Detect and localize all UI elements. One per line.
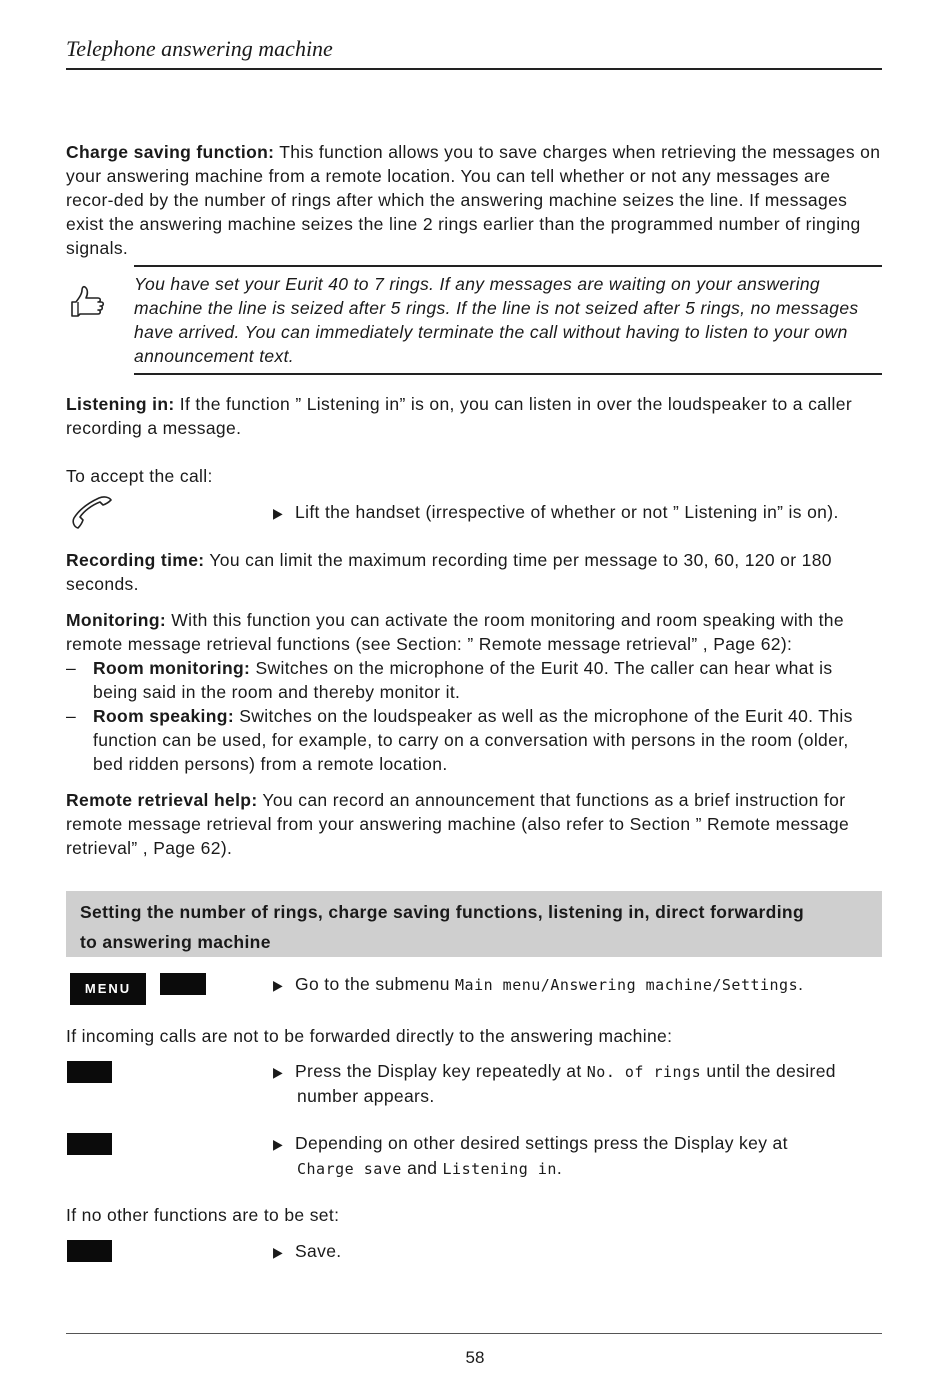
remote-help-text: You can record an announcement that functions as a brief instruction for remote message retrieval from your answering machine (also refer to Section ” Remote message retrieval” , Page 62).: [66, 790, 850, 858]
accept-call-step: [273, 500, 873, 525]
arrow-icon: ▶: [273, 1136, 284, 1152]
room-monitoring-label: Room monitoring:: [93, 658, 251, 678]
if-not-forwarded-text: If incoming calls are not to be forwarded directly to the answering machine:: [66, 1026, 673, 1046]
step-other: [273, 1131, 882, 1181]
page-header-title: Telephone answering machine: [66, 36, 333, 61]
remote-help-label: Remote retrieval help:: [66, 790, 258, 810]
step-save: [273, 1239, 882, 1264]
display-text-listening-in: Listening in: [442, 1160, 557, 1178]
listening-in-label: Listening in:: [66, 394, 175, 414]
remote-help-paragraph: [66, 788, 882, 860]
section-heading-box: [66, 891, 882, 957]
footer-rule: [66, 1333, 882, 1334]
tip-text: You have set your Eurit 40 to 7 rings. If any messages are waiting on your answering machine the line is seized after 5 rings. If the line is not seized after 5 rings, no messages have arrived. You can immediately terminate the call without having to listen to your own announcement text.: [134, 274, 859, 366]
section-heading-line2: to answering machine: [80, 932, 271, 952]
step-rings-line2: number appears.: [297, 1086, 435, 1106]
hand-pointing-icon: [68, 282, 108, 322]
list-dash: –: [66, 706, 77, 726]
section-heading-line1: Setting the number of rings, charge saving functions, listening in, direct forwarding: [80, 902, 804, 922]
step-rings: [273, 1059, 882, 1108]
step-rings-pre: Press the Display key repeatedly at: [295, 1061, 582, 1081]
display-text-charge-save: Charge save: [297, 1160, 402, 1178]
tip-bottom-rule: [134, 373, 882, 375]
display-key[interactable]: [67, 1133, 112, 1155]
display-key[interactable]: [160, 973, 206, 995]
handset-icon: [70, 496, 116, 532]
display-key[interactable]: [67, 1061, 112, 1083]
tip-top-rule: [134, 265, 882, 267]
step-menu-post: .: [798, 974, 804, 994]
step-rings-post: until the desired: [706, 1061, 836, 1081]
if-no-other-text: If no other functions are to be set:: [66, 1205, 340, 1225]
recording-time-text: You can limit the maximum recording time per message to 30, 60, 120 or 180 seconds.: [66, 550, 832, 594]
step-menu: [273, 972, 882, 997]
header-rule: [66, 68, 882, 70]
charge-saving-text: This function allows you to save charges when retrieving the messages on your answering machine from a remote location. You can tell whether or not any messages are recor-ded by the number of rings after which the answering machine seizes the line. If messages exist the answering machine seizes the line 2 rings earlier than the programmed number of ringing signals.: [66, 142, 881, 258]
charge-saving-paragraph: [66, 140, 882, 260]
list-item-room-monitoring: [66, 656, 882, 704]
display-text-no-of-rings: No. of rings: [586, 1063, 702, 1081]
arrow-icon: ▶: [273, 977, 284, 993]
menu-key[interactable]: MENU: [70, 973, 146, 1005]
listening-in-paragraph: [66, 392, 882, 440]
monitoring-label: Monitoring:: [66, 610, 167, 630]
charge-saving-label: Charge saving function:: [66, 142, 275, 162]
display-text-menu-path: Main menu/Answering machine/Settings: [455, 976, 799, 994]
arrow-icon: ▶: [273, 1244, 284, 1260]
monitoring-paragraph: [66, 608, 882, 656]
step-menu-pre: Go to the submenu: [295, 974, 450, 994]
step-other-and: and: [407, 1158, 438, 1178]
arrow-icon: ▶: [273, 505, 284, 521]
list-dash: –: [66, 658, 77, 678]
accept-call-intro: To accept the call:: [66, 466, 213, 486]
step-save-text: Save.: [295, 1241, 342, 1261]
listening-in-text: If the function ” Listening in” is on, you can listen in over the loudspeaker to a caller recording a message.: [66, 394, 853, 438]
step-other-line1: Depending on other desired settings press the Display key at: [295, 1133, 788, 1153]
room-speaking-label: Room speaking:: [93, 706, 235, 726]
page-number: 58: [465, 1348, 485, 1367]
recording-time-label: Recording time:: [66, 550, 205, 570]
room-monitoring-text: Switches on the microphone of the Eurit 40. The caller can hear what is being said in the room and thereby monitor it.: [93, 658, 833, 702]
room-speaking-text: Switches on the loudspeaker as well as the microphone of the Eurit 40. This function can be used, for example, to carry on a conversation with persons in the room (older, bed ridden persons) from a remote location.: [93, 706, 853, 774]
step-other-post: .: [556, 1158, 563, 1178]
monitoring-text: With this function you can activate the room monitoring and room speaking with the remote message retrieval functions (see Section: ” Remote message retrieval” , Page 62):: [66, 610, 844, 654]
recording-time-paragraph: [66, 548, 882, 596]
accept-call-step-text: Lift the handset (irrespective of whether or not ” Listening in” is on).: [295, 502, 839, 522]
arrow-icon: ▶: [273, 1064, 284, 1080]
list-item-room-speaking: [66, 704, 882, 776]
display-key[interactable]: [67, 1240, 112, 1262]
